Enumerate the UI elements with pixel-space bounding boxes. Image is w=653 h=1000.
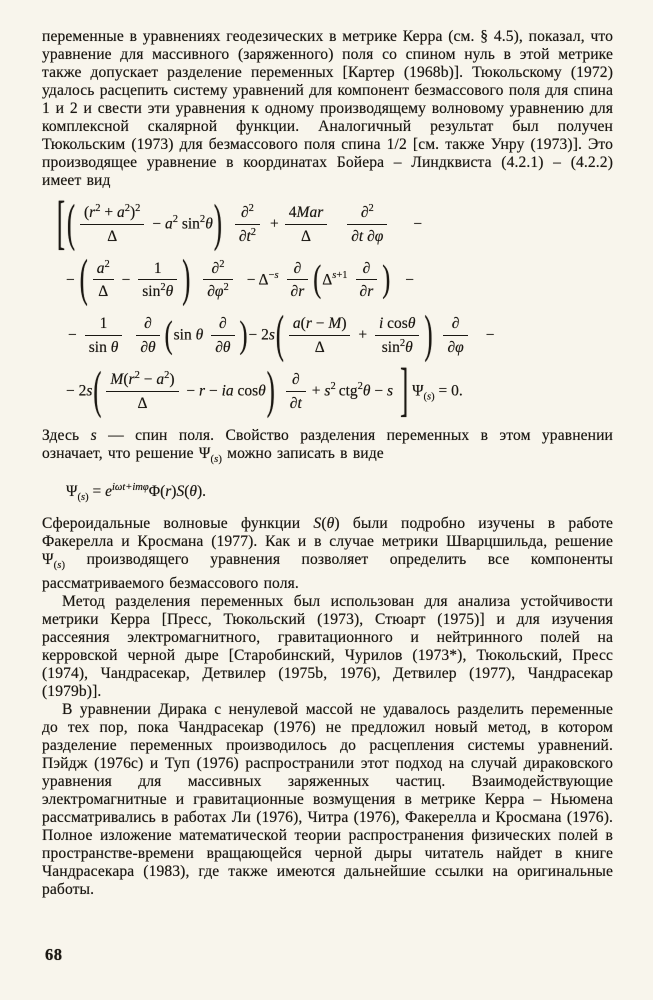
math-token: 2 [164,369,170,381]
paragraph-spheroidal: Сфероидальные волновые функции S(θ) были подробно изучены в работе Факерелла и Кросмана (1977). Как и в случае метрики Шварцшильда, решение $\Psi_{(s)}$ производящего уравнения позволяет определить все компоненты рассматриваемого безмассового поля. [42,514,614,592]
math-token: a [164,215,173,233]
math-token: S [176,482,185,500]
denominator [136,336,159,357]
fraction [443,315,467,357]
superscript [223,282,228,293]
denominator [443,336,467,357]
denominator [235,225,260,246]
math-gap [203,339,207,340]
math-token: +1 [336,269,348,281]
math-token: M [110,370,124,388]
numerator [375,315,419,336]
math-token: ∂t ∂φ [351,227,384,245]
math-token: ∂r [290,283,305,301]
math-gap [331,227,343,228]
math-token: cos [233,382,259,400]
fraction [211,315,234,357]
math-token: s [80,491,86,503]
math-token: − [205,382,222,400]
equation-line [42,359,613,424]
math-token: 2 [104,258,110,270]
math-token: r [165,482,172,500]
math-token: a [116,204,125,221]
math-token: θ [165,283,174,301]
denominator [356,280,378,301]
numerator [356,260,378,281]
math-token: θ [195,326,204,344]
math-token: ∂θ [215,339,231,357]
math-token: ) [130,204,136,221]
math-token: sin [381,339,400,357]
math-token: 2 [330,381,336,393]
fraction [106,371,178,413]
math-token: − Δ [246,271,269,288]
math-token: ia [221,382,234,400]
math-token: i [378,315,384,333]
math-token: sin [88,339,111,357]
math-gap [223,227,231,228]
math-token: − [66,271,75,288]
paragraph-stability: Метод разделения переменных был использован для анализа устойчивости метрики Керра [Пресс, Тюкольский (1973), Стюарт (1975)] и для изучения рассеяния электромагнитного, гравитационного и нейтринного полей на керровской черной дыре [Старобинский, Чурилов (1973*), Тюкольский, Пресс (1974), Чандрасекар, Детвилер (1975b, 1976), Детвилер (1977), Чандрасекар (1979b)]. [42,592,613,700]
math-gap [191,283,199,284]
math-token: θ [189,482,197,500]
math-token: r [89,204,96,221]
numerator [136,315,159,336]
numerator [203,260,233,281]
math-gap [393,394,399,395]
bracket: ) [382,259,391,302]
superscript [249,203,254,214]
math-token: ∂t [238,227,251,245]
bracket: ) [182,252,191,309]
math-token: sin [177,215,200,233]
bracket: ) [239,315,248,357]
math-token: a [292,315,301,333]
math-token: θ [407,315,416,333]
math-token: ctg [338,382,358,400]
fraction [203,260,233,302]
math-token: s [387,382,394,400]
math-token: 2 [357,381,363,393]
bracket: ( [275,308,284,364]
math-token: ) [341,315,347,333]
math-token: − [148,215,165,233]
math-token: + [311,382,325,400]
fraction [85,315,123,357]
math-token: − [117,271,135,288]
math-token: 4 [288,204,297,221]
math-token: ∂ [362,259,371,277]
math-token: sin [142,283,161,301]
bracket: ) [213,196,222,253]
math-token: ∂ [291,370,300,388]
math-token: ( [123,370,129,388]
math-token: r [128,370,135,388]
paragraph-intro: переменные в уравнениях геодезических в метрике Керра (см. § 4.5), показал, что уравнение для массивного (заряженного) поля со спином нуль в этой метрике также допускает разделение переменных [Картер (1968b)]. Тюкольскому (1972) удалось расцепить систему уравнений для компонент безмассового поля для спина 1 и 2 и свести эти уравнения к одному производящему волновому уравнению для комплексной скалярной функции. Аналогичный результат был получен Тюкольским (1973) для безмассового поля спина 1/2 [см. также Унру (1973)]. Это производящее уравнение в координатах Бойера – Линдквиста (4.2.1) – (4.2.2) имеет вид [42,28,613,189]
fraction [93,260,114,302]
superscript [251,227,256,238]
superscript [330,381,335,392]
math-token: s [324,382,331,400]
math-token: ) [169,370,175,388]
math-token: Δ [107,227,118,245]
math-token: ( [423,391,428,403]
superscript [219,258,224,269]
math-token: Δ [98,283,109,301]
math-gap [391,283,405,284]
numerator [287,260,309,281]
paragraph-dirac: В уравнении Дирака с ненулевой массой не удавалось разделить переменные до тех пор, пока Чандрасекар (1976) не предложил новый метод, в котором разделение переменных производилось до расцепления системы уравнений. Пэйдж (1976c) и Туп (1976) распространили этот подход на случай дираковского уравнения для массивных заряженных частиц. Взаимодействующие электромагнитные и гравитационные возмущения в метрике Керра – Ньюмена рассматривались в работах Ли (1976), Читра (1976), Факерелла и Кросмана (1976). Полное изложение математической теории распространения физических полей в пространстве-времени вращающейся черной дыры читатель найдет в книге Чандрасекара (1983), где также имеются дальнейшие ссылки на оригинальные работы. [42,700,613,898]
fraction [80,204,144,246]
math-token: θ [258,382,266,400]
math-token: iωt+imφ [111,481,149,493]
fraction [138,260,177,302]
math-token: − [139,370,157,388]
numerator [80,204,144,225]
display-equation-teukolsky [42,192,613,424]
math-token: a [156,370,165,388]
math-token: − [268,269,275,281]
math-token: ∂ [240,204,249,221]
math-token: ∂ [211,259,220,277]
math-token: Ψ [412,382,424,400]
math-token: = 0. [434,382,463,400]
numerator [211,315,234,336]
denominator [287,280,309,301]
math-token: ∂ [293,259,302,277]
math-token: ∂ [144,315,152,333]
math-token: ) [431,391,435,403]
denominator [289,336,351,357]
math-token: Δ [322,271,333,288]
denominator [106,392,178,413]
page-number: 68 [45,945,63,964]
math-token: s [268,326,275,344]
superscript [268,270,278,281]
math-token: 2 [199,214,206,226]
math-token: Φ( [148,482,166,500]
bracket: ( [79,252,88,309]
numerator [85,315,123,336]
math-token: e [105,482,112,500]
numerator [138,260,177,281]
fraction [287,260,309,302]
math-token: 2 [250,226,257,238]
bracket: ) [266,363,275,420]
math-gap [433,339,439,340]
fraction [289,315,351,357]
denominator [285,225,327,246]
math-token: a [96,259,105,277]
math-token: ∂ [360,204,369,221]
math-token: 2 [399,337,406,349]
math-token: − [311,315,329,333]
math-token: s [86,382,93,400]
bracket: ( [93,363,102,420]
math-token: − [182,382,200,400]
fraction [235,204,260,246]
math-token: ∂ [219,315,227,333]
math-token: 2 [219,258,225,270]
denominator [80,225,144,246]
math-token: θ [110,339,119,357]
math-token: r [199,382,206,400]
equation-line [42,192,613,257]
math-token: − [370,382,388,400]
denominator [93,280,114,301]
math-token: ∂φ [207,283,224,301]
math-token: 2 [160,282,166,294]
math-gap [126,339,132,340]
math-token: + [354,326,371,344]
fraction [347,204,387,246]
math-token: ) [85,491,89,503]
math-token: 2 [172,214,178,226]
math-token: ∂θ [140,339,156,357]
math-token: ( [184,482,190,500]
bracket: ] [400,359,409,424]
equation-line [42,252,613,309]
display-equation-separation [42,483,613,501]
denominator [203,280,233,301]
math-token: ∂φ [447,339,464,357]
superscript [368,203,373,214]
bracket: ( [67,196,75,253]
numerator [235,204,260,225]
superscript [332,270,347,281]
subscript [77,492,88,503]
math-token: 2 [248,202,254,214]
math-token: Ψ [66,482,78,500]
bracket: [ [57,192,65,257]
math-token: 2 [223,282,229,294]
math-token: s [332,269,337,281]
math-token: 2 [134,369,140,381]
superscript [105,258,110,269]
math-token: ) [171,482,177,500]
math-token: − 2 [248,326,269,344]
math-token: θ [205,215,213,233]
math-token: ( [300,315,306,333]
denominator [375,336,419,357]
math-token: ∂r [359,283,374,301]
equation-line [42,308,613,364]
math-token: cos [383,315,408,333]
denominator [211,336,234,357]
math-gap [472,339,486,340]
denominator [85,336,123,357]
superscript [112,481,149,492]
math-gap [77,339,81,340]
math-gap [75,283,79,284]
math-token: ( [84,204,90,221]
fraction [356,260,378,302]
numerator [347,204,387,225]
math-token: Δ [301,227,311,245]
numerator [289,315,351,336]
equation-line [42,483,613,501]
math-token: ). [197,482,207,500]
math-token: Δ [137,394,148,412]
math-token: ∂ [451,315,460,333]
math-token: s [427,391,432,403]
superscript [135,203,140,214]
subscript [424,391,435,402]
numerator [93,260,114,281]
paragraph-spin-note: Здесь s — спин поля. Свойство разделения переменных в этом уравнении означает, что решение $\Psi_{(s)}$ можно записать в виде [42,426,613,465]
math-token: θ [362,382,371,400]
math-gap [279,283,283,284]
math-token: − [413,215,423,233]
math-token: θ [405,339,413,357]
numerator [106,371,178,392]
bracket: ) [424,308,433,364]
math-gap [391,227,413,228]
math-token: s [274,269,279,281]
denominator [286,392,306,413]
denominator [138,280,177,301]
math-gap [276,394,282,395]
math-token: M [328,315,342,333]
bracket: ( [164,315,173,357]
fraction [136,315,159,357]
math-token: sin [173,326,196,344]
math-token: = [88,482,106,500]
numerator [443,315,467,336]
math-token: − [485,326,495,344]
math-gap [348,283,352,284]
fraction [375,315,419,357]
math-token: + [100,204,117,221]
math-gap [237,283,247,284]
fraction [285,204,327,246]
math-gap [279,227,281,228]
math-token: − 2 [66,382,87,400]
math-token: − [405,271,414,288]
math-token: Mar [296,204,324,221]
numerator [286,371,306,392]
math-token: Δ [314,339,325,357]
math-token: 2 [135,202,141,214]
math-token: r [305,315,312,333]
numerator [285,204,327,225]
math-token: + [270,215,279,233]
math-token: 2 [124,202,130,214]
math-token: ( [77,491,81,503]
math-token: ∂t [289,394,302,412]
fraction [286,371,306,413]
math-token: − [68,326,77,344]
math-token: 1 [153,259,162,277]
denominator [347,225,387,246]
bracket: ( [313,259,322,302]
math-token: 2 [95,202,101,214]
math-token: 2 [368,202,374,214]
math-token: 1 [99,315,108,333]
